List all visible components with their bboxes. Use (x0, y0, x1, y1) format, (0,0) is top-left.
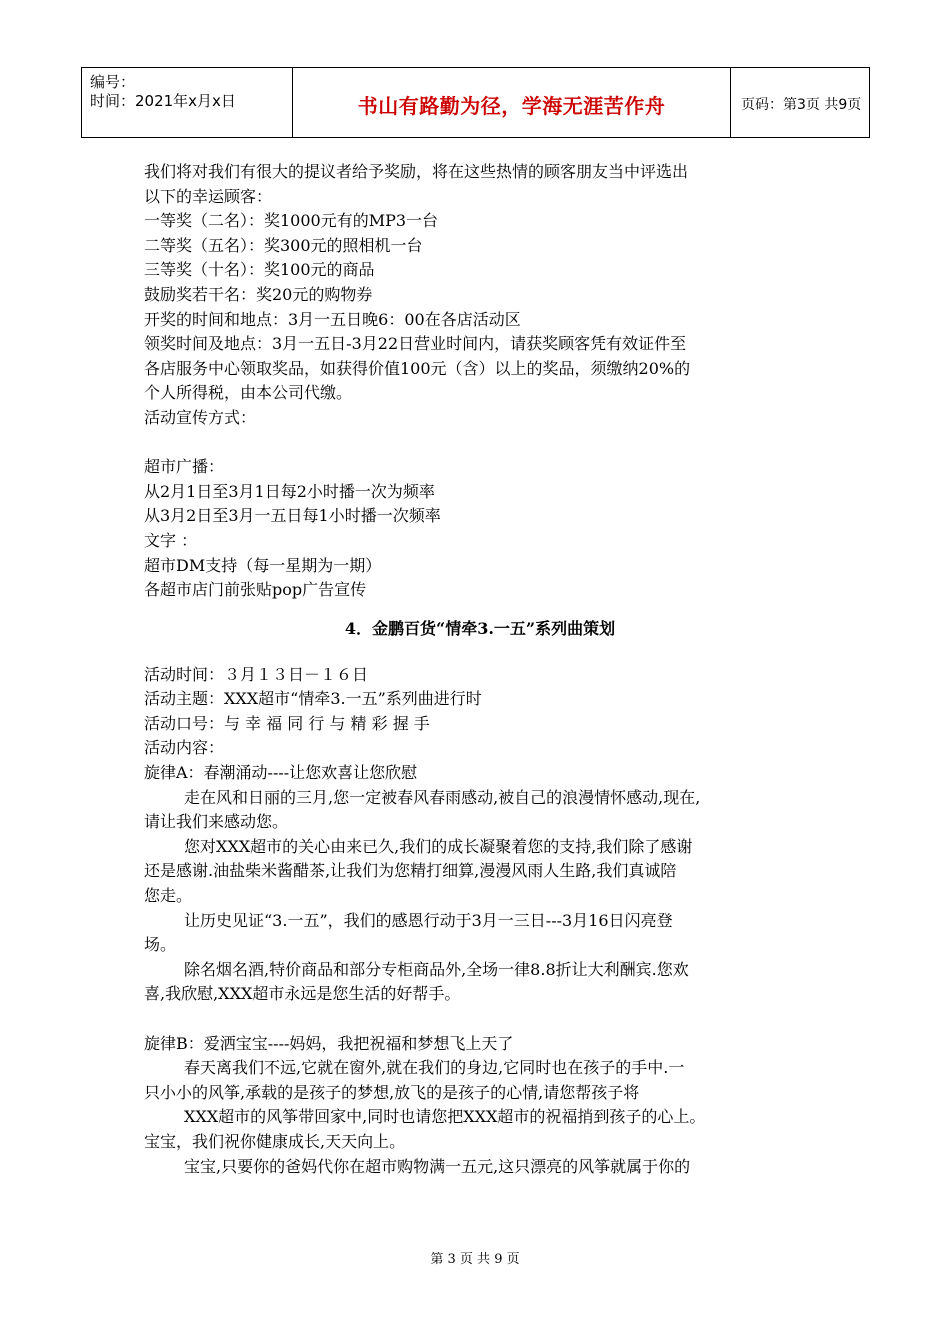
prize-third: 三等奖（十名）：奖100元的商品 (144, 260, 375, 280)
spacer (144, 1007, 816, 1032)
paragraph-line: 走在风和日丽的三月,您一定被春风春雨感动,被自己的浪漫情怀感动,现在, (184, 787, 701, 807)
header-info-cell (81, 68, 293, 137)
text-line: 超市广播： (144, 457, 225, 477)
text-line: 个人所得税，由本公司代缴。 (144, 383, 353, 403)
header-motto-cell (293, 68, 731, 137)
paragraph-line: 宝宝,只要你的爸妈代你在超市购物满一五元,这只漂亮的风筝就属于你的 (184, 1156, 691, 1176)
header-page-code: 页码：第3页 共9页 (741, 97, 862, 113)
paragraph-line: 除名烟名酒,特价商品和部分专柜商品外,全场一律8.8折让大利酬宾.您欢 (184, 959, 689, 979)
melody-b-title: 旋律B：爱洒宝宝----妈妈，我把祝福和梦想飞上天了 (144, 1033, 514, 1053)
header-number: 编号： (90, 73, 136, 91)
text-line: 领奖时间及地点：3月一五日-3月22日营业时间内，请获奖顾客凭有效证件至 (144, 334, 687, 354)
text-line: 我们将对我们有很大的提议者给予奖励，将在这些热情的顾客朋友当中评选出 (144, 162, 689, 181)
activity-time: 活动时间：３月１３日－１６日 (144, 664, 369, 684)
prize-first: 一等奖（二名）：奖1000元有的MP3一台 (144, 211, 439, 231)
paragraph-line: 让历史见证“3.一五”，我们的感恩行动于3月一三日---3月16日闪亮登 (184, 910, 673, 930)
paragraph-line: 您对XXX超市的关心由来已久,我们的成长凝聚着您的支持,我们除了感谢 (184, 836, 693, 856)
spacer (144, 431, 816, 456)
text-line: 文字 ： (144, 530, 198, 550)
melody-a-title: 旋律A：春潮涌动----让您欢喜让您欣慰 (144, 763, 418, 783)
page-header (81, 67, 870, 138)
activity-slogan: 活动口号：与 幸 福 同 行 与 精 彩 握 手 (144, 713, 430, 733)
paragraph-line: 只小小的风筝,承载的是孩子的梦想,放飞的是孩子的心情,请您帮孩子将 (144, 1082, 640, 1102)
document-body (144, 160, 816, 1179)
header-time: 时间：2021年x月x日 (90, 92, 236, 110)
draw-time-place: 开奖的时间和地点：3月一五日晚6：00在各店活动区 (144, 309, 521, 329)
text-line: 各超市店门前张贴pop广告宣传 (144, 580, 367, 600)
activity-theme: 活动主题：XXX超市“情牵3.一五”系列曲进行时 (144, 689, 482, 709)
paragraph-line: 春天离我们不远,它就在窗外,就在我们的身边,它同时也在孩子的手中.一 (184, 1058, 685, 1078)
header-motto: 书山有路勤为径，学海无涯苦作舟 (357, 94, 666, 118)
text-line: 从3月2日至3月一五日每1小时播一次频率 (144, 506, 441, 526)
text-line: 各店服务中心领取奖品，如获得价值100元（含）以上的奖品，须缴纳20%的 (144, 358, 691, 378)
activity-content-label: 活动内容： (144, 738, 225, 758)
paragraph-line: 您走。 (144, 886, 193, 906)
section-heading: 4．金鹏百货“情牵3.一五”系列曲策划 (344, 618, 616, 638)
paragraph-line: 宝宝，我们祝你健康成长,天天向上。 (144, 1131, 406, 1151)
page-footer: 第 3 页 共 9 页 (430, 1252, 520, 1267)
paragraph-line: 请让我们来感动您。 (144, 812, 289, 832)
paragraph-line: 还是感谢.油盐柴米酱醋茶,让我们为您精打细算,漫漫风雨人生路,我们真诚陪 (144, 861, 677, 881)
paragraph-line: 喜,我欣慰,XXX超市永远是您生活的好帮手。 (144, 984, 461, 1004)
paragraph-line: 场。 (144, 935, 177, 955)
text-line: 从2月1日至3月1日每2小时播一次为频率 (144, 481, 435, 501)
prize-encourage: 鼓励奖若干名：奖20元的购物券 (144, 284, 373, 304)
header-page-cell (731, 68, 870, 137)
paragraph-line: XXX超市的风筝带回家中,同时也请您把XXX超市的祝福捎到孩子的心上。 (184, 1107, 706, 1127)
text-line: 以下的幸运顾客： (144, 186, 273, 206)
text-line: 超市DM支持（每一星期为一期） (144, 555, 382, 575)
prize-second: 二等奖（五名）：奖300元的照相机一台 (144, 235, 423, 255)
promo-methods-label: 活动宣传方式： (144, 407, 257, 427)
